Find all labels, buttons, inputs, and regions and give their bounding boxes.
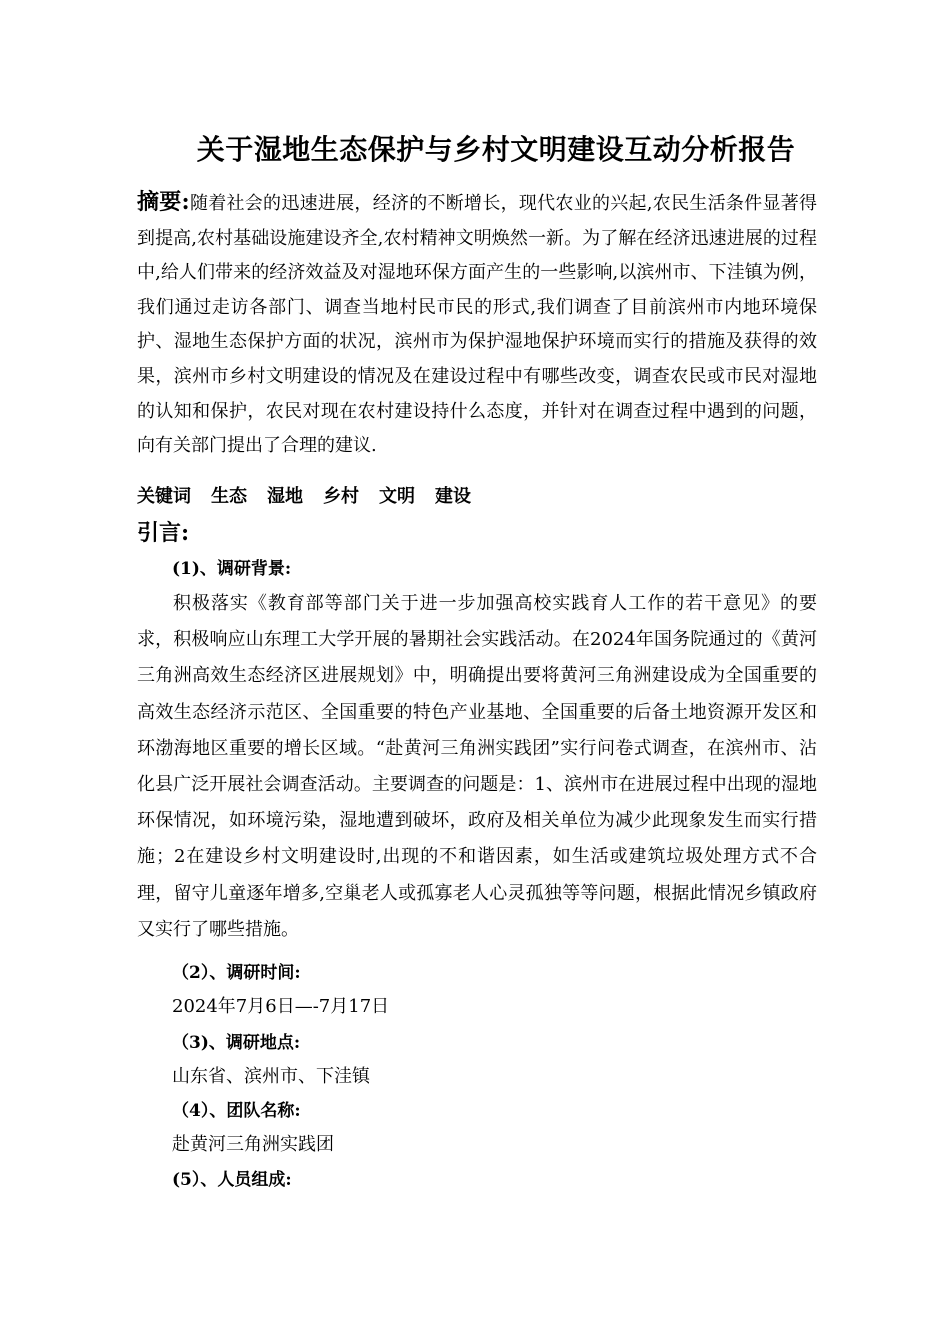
keywords-line <box>137 482 491 512</box>
place-heading: （3)、调研地点: <box>172 1033 301 1053</box>
abstract-label: 摘要: <box>137 189 190 215</box>
document-title: 关于湿地生态保护与乡村文明建设互动分析报告 <box>196 133 796 166</box>
abstract-paragraph <box>137 185 817 464</box>
keyword-item: 湿地 <box>267 486 303 507</box>
time-text: 2024年7月6日—-7月17日 <box>172 996 390 1017</box>
keyword-item: 文明 <box>379 486 415 507</box>
intro-heading: 引言: <box>137 520 190 546</box>
members-heading: (5）、人员组成: <box>172 1170 292 1190</box>
team-heading: （4）、团队名称: <box>172 1101 301 1121</box>
background-heading: (1)、调研背景: <box>172 559 292 579</box>
keyword-item: 建设 <box>435 486 471 507</box>
keyword-item: 乡村 <box>323 486 359 507</box>
background-paragraph: 积极落实《教育部等部门关于进一步加强高校实践育人工作的若干意见》的要求，积极响应山东理工大学开展的暑期社会实践活动。在2024年国务院通过的《黄河三角洲高效生态经济区进展规划》中，明确提出要将黄河三角洲建设成为全国重要的高效生态经济示范区、全国重要的特色产业基地、全国重要的后备土地资源开发区和环渤海地区重要的增长区域。“赴黄河三角洲实践团”实行问卷式调查，在滨州市、沾化县广泛开展社会调查活动。主要调查的问题是：1、滨州市在进展过程中出现的湿地环保情况，如环境污染，湿地遭到破坏，政府及相关单位为减少此现象发生而实行措施；2在建设乡村文明建设时,出现的不和谐因素，如生活或建筑垃圾处理方式不合理，留守儿童逐年增多,空巢老人或孤寡老人心灵孤独等等问题，根据此情况乡镇政府又实行了哪些措施。 <box>137 593 817 940</box>
place-text: 山东省、滨州市、下洼镇 <box>172 1066 370 1087</box>
abstract-text: 随着社会的迅速进展，经济的不断增长，现代农业的兴起,农民生活条件显著得到提高,农村基础设施建设齐全,农村精神文明焕然一新。为了解在经济迅速进展的过程中,给人们带来的经济效益及对湿地环保方面产生的一些影响,以滨州市、下洼镇为例，我们通过走访各部门、调查当地村民市民的形式,我们调查了目前滨州市内地环境保护、湿地生态保护方面的状况，滨州市为保护湿地保护环境而实行的措施及获得的效果，滨州市乡村文明建设的情况及在建设过程中有哪些改变，调查农民或市民对湿地的认知和保护，农民对现在农村建设持什么态度，并针对在调查过程中遇到的问题，向有关部门提出了合理的建议. <box>137 193 817 457</box>
keywords-label: 关键词 <box>137 486 191 507</box>
keyword-item: 生态 <box>211 486 247 507</box>
time-heading: （2）、调研时间: <box>172 963 301 983</box>
team-text: 赴黄河三角洲实践团 <box>172 1134 334 1155</box>
